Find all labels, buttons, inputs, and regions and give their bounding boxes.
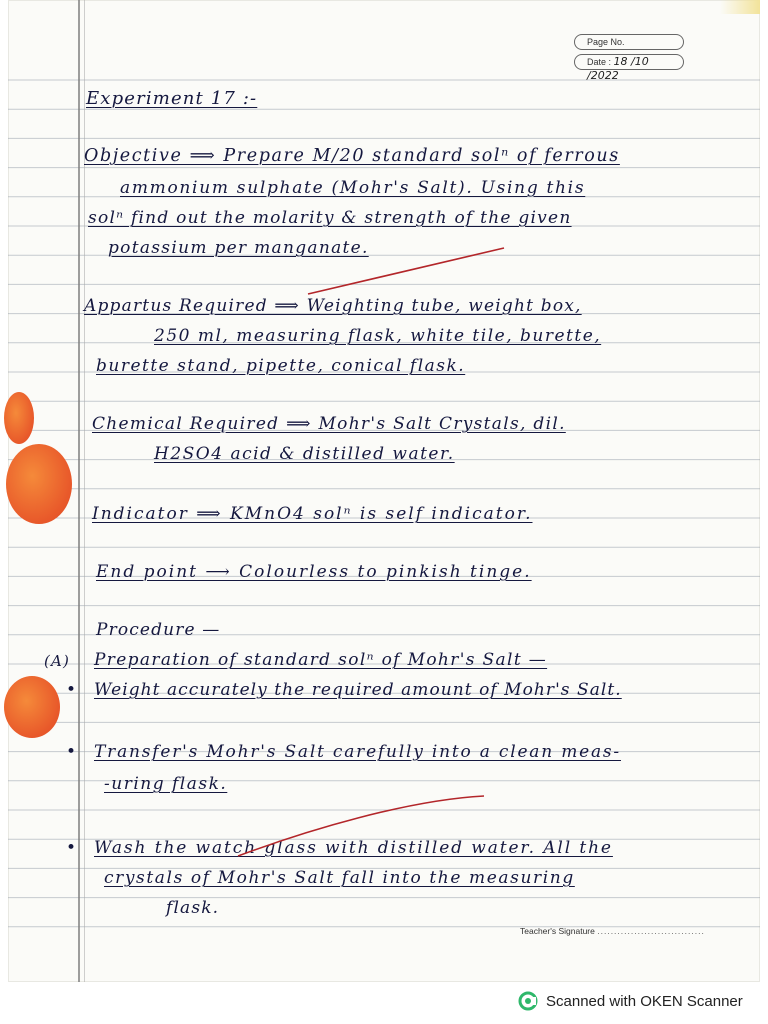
indicator-line: Indicator ⟹ KMnO4 solⁿ is self indicator. xyxy=(92,504,533,524)
bullet-2-glyph: • xyxy=(66,742,78,762)
scanner-label: Scanned with OKEN Scanner xyxy=(546,992,743,1010)
experiment-title: Experiment 17 :- xyxy=(86,88,258,109)
bullet-3-line-2: crystals of Mohr's Salt fall into the measuring xyxy=(104,868,575,888)
section-a-title: Preparation of standard solⁿ of Mohr's Salt — xyxy=(94,650,548,670)
scanner-watermark xyxy=(518,990,743,1012)
objective-line-1: Objective ⟹ Prepare M/20 standard solⁿ of ferrous xyxy=(84,146,620,166)
teacher-signature xyxy=(520,926,705,936)
bullet-3-glyph: • xyxy=(66,838,78,858)
chemical-line-1: Chemical Required ⟹ Mohr's Salt Crystals, dil. xyxy=(92,414,566,434)
finger-blob-3 xyxy=(4,676,60,738)
bullet-2-line-1: Transfer's Mohr's Salt carefully into a clean meas- xyxy=(94,742,621,762)
apparatus-line-1: Appartus Required ⟹ Weighting tube, weight box, xyxy=(84,296,582,316)
bullet-2-line-2: -uring flask. xyxy=(104,774,228,794)
teacher-signature-label: Teacher's Signature xyxy=(520,926,595,936)
date-label: Date : xyxy=(587,57,612,67)
bullet-1-line-1: Weight accurately the required amount of Mohr's Salt. xyxy=(94,680,622,700)
teacher-signature-dots: ................................ xyxy=(597,926,705,936)
date-value: 18 /10 /2022 xyxy=(587,55,649,82)
bullet-3-line-1: Wash the watch glass with distilled water. All the xyxy=(94,838,613,858)
section-a-marker: (A) xyxy=(44,652,70,670)
finger-blob-1 xyxy=(4,392,34,444)
end-point-line: End point ⟶ Colourless to pinkish tinge. xyxy=(96,562,532,582)
oken-scanner-logo-icon xyxy=(518,991,538,1011)
objective-line-3: solⁿ find out the molarity & strength of the given xyxy=(88,208,572,228)
chemical-line-2: H2SO4 acid & distilled water. xyxy=(154,444,455,464)
objective-line-4: potassium per manganate. xyxy=(108,238,369,258)
bullet-1-glyph: • xyxy=(66,680,78,700)
bullet-3-line-3: flask. xyxy=(166,898,220,918)
procedure-heading: Procedure — xyxy=(96,620,221,640)
apparatus-line-2: 250 ml, measuring flask, white tile, burette, xyxy=(154,326,602,346)
apparatus-line-3: burette stand, pipette, conical flask. xyxy=(96,356,466,376)
handwritten-notes xyxy=(8,0,760,982)
page-no-label: Page No. xyxy=(587,37,625,47)
notebook-page xyxy=(8,0,760,982)
finger-blob-2 xyxy=(6,444,72,524)
objective-line-2: ammonium sulphate (Mohr's Salt). Using this xyxy=(120,178,586,198)
